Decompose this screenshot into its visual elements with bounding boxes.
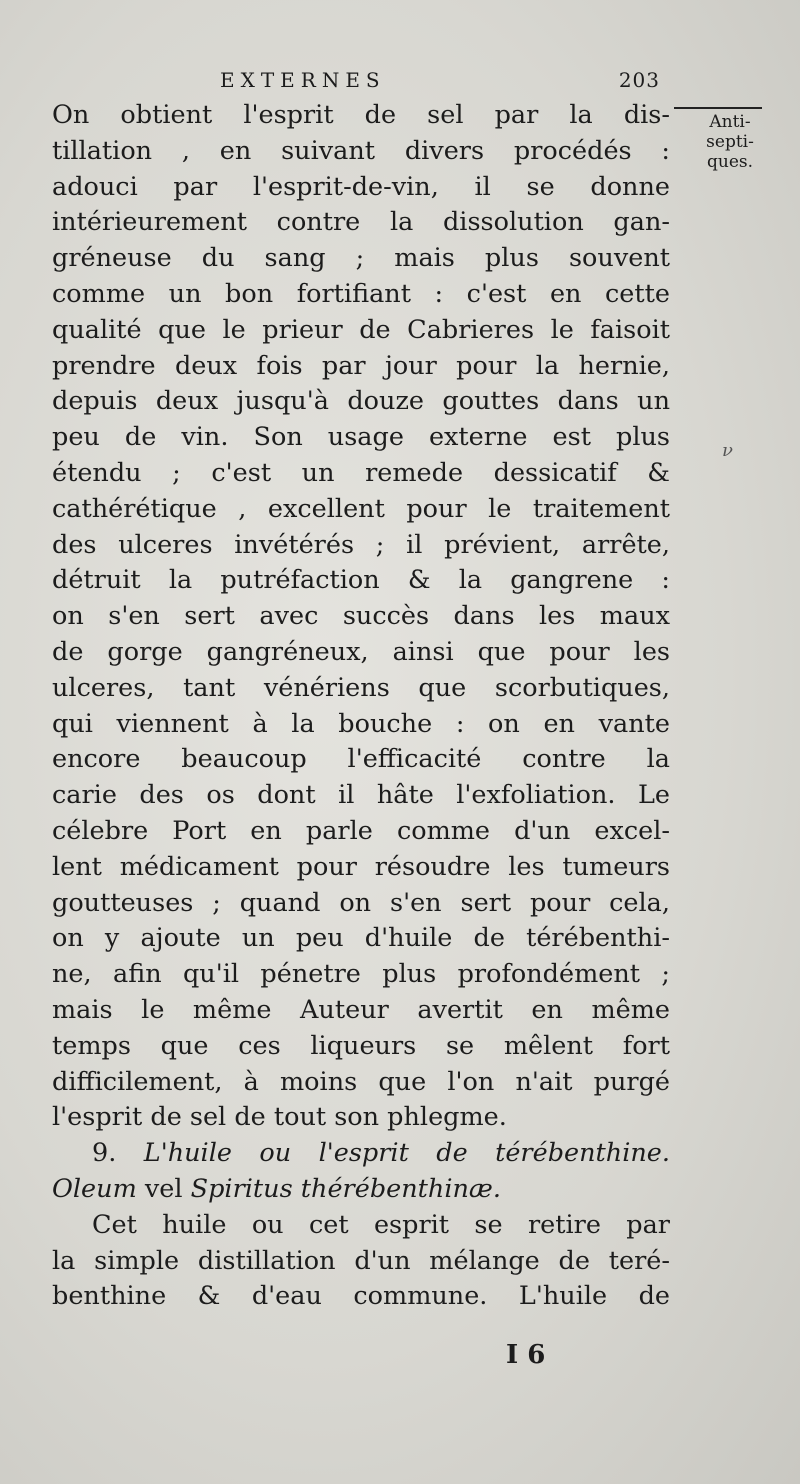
- text-line: gréneuse du sang ; mais plus souvent: [52, 243, 670, 274]
- section-title: L'huile ou l'esprit de térébenthine.: [143, 1138, 670, 1169]
- text-line: intérieurement contre la dissolution gan-: [52, 207, 670, 238]
- text-line: l'esprit de sel de tout son phlegme.: [52, 1102, 507, 1133]
- margin-note-line: Anti-: [709, 112, 751, 132]
- text-line: des ulceres invétérés ; il prévient, arrête,: [52, 529, 670, 560]
- text-line: cathérétique , excellent pour le traitement: [52, 493, 670, 524]
- text-line: prendre deux fois par jour pour la hernie,: [52, 350, 670, 381]
- text-line: de gorge gangréneux, ainsi que pour les: [52, 636, 670, 667]
- stray-mark: ν: [722, 440, 733, 461]
- margin-note-line: septi-: [706, 132, 754, 152]
- latin-name-a: Oleum: [52, 1173, 137, 1204]
- margin-note-line: ques.: [706, 152, 754, 172]
- running-title: EXTERNES: [220, 68, 386, 92]
- text-line: benthine & d'eau commune. L'huile de: [52, 1281, 670, 1312]
- text-line: qui viennent à la bouche : on en vante: [52, 708, 670, 739]
- signature-mark: I 6: [506, 1340, 546, 1370]
- text-line: lent médicament pour résoudre les tumeurs: [52, 851, 670, 882]
- text-line: carie des os dont il hâte l'exfoliation. Le: [52, 780, 670, 811]
- text-line: tillation , en suivant divers procédés :: [52, 135, 670, 166]
- text-line: depuis deux jusqu'à douze gouttes dans un: [52, 386, 670, 417]
- text-line: la simple distillation d'un mélange de teré-: [52, 1245, 670, 1276]
- text-line: on s'en sert avec succès dans les maux: [52, 601, 670, 632]
- text-line: temps que ces liqueurs se mêlent fort: [52, 1030, 670, 1061]
- page-number: 203: [618, 68, 660, 92]
- body-text: [52, 98, 670, 1315]
- section-heading: [52, 1136, 670, 1172]
- text-line: On obtient l'esprit de sel par la dis-: [52, 100, 670, 130]
- text-line: qualité que le prieur de Cabrieres le faisoit: [52, 314, 670, 345]
- text-line: ulceres, tant vénériens que scorbutiques,: [52, 672, 670, 703]
- section-latin: [52, 1172, 670, 1208]
- text-line: goutteuses ; quand on s'en sert pour cela,: [52, 887, 670, 918]
- text-line: comme un bon fortifiant : c'est en cette: [52, 278, 670, 309]
- margin-rule: [674, 107, 762, 109]
- latin-name-c: Spiritus thérébenthinæ.: [190, 1173, 501, 1204]
- text-line: étendu ; c'est un remede dessicatif &: [52, 457, 670, 488]
- latin-conj: vel: [144, 1173, 183, 1204]
- text-line: peu de vin. Son usage externe est plus: [52, 422, 670, 453]
- text-line: célebre Port en parle comme d'un excel-: [52, 815, 670, 846]
- text-line: adouci par l'esprit-de-vin, il se donne: [52, 171, 670, 202]
- margin-note: [680, 112, 780, 172]
- text-line: difficilement, à moins que l'on n'ait purgé: [52, 1066, 670, 1097]
- text-line: Cet huile ou cet esprit se retire par: [92, 1209, 670, 1240]
- text-line: détruit la putréfaction & la gangrene :: [52, 565, 670, 596]
- text-line: on y ajoute un peu d'huile de térébenthi-: [52, 923, 670, 954]
- text-line: ne, afin qu'il pénetre plus profondément ;: [52, 959, 670, 990]
- section-number: 9.: [92, 1138, 117, 1169]
- text-line: mais le même Auteur avertit en même: [52, 994, 670, 1025]
- text-line: encore beaucoup l'efficacité contre la: [52, 744, 670, 775]
